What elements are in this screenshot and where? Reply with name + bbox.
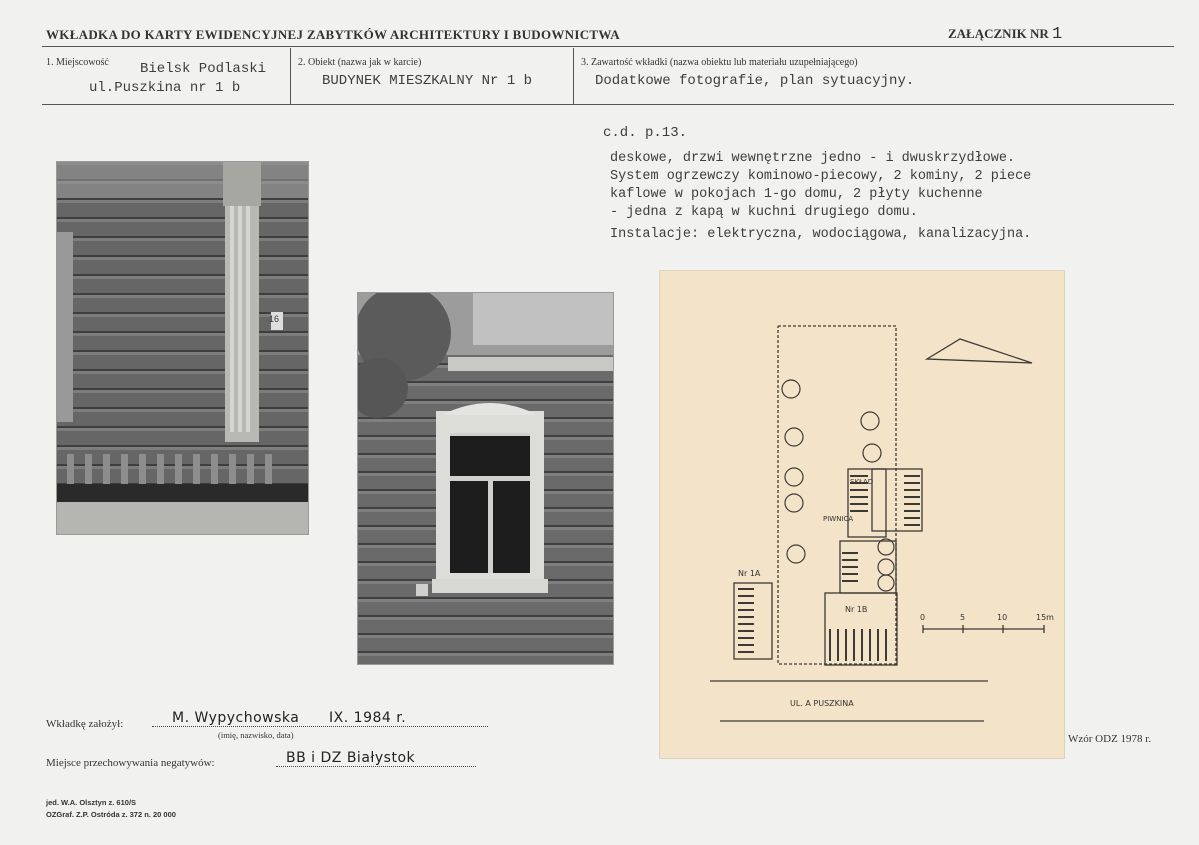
house-number-plate: 16 xyxy=(269,314,280,324)
description-line: - jedna z kapą w kuchni drugiego domu. xyxy=(610,205,918,220)
description-line: System ogrzewczy kominowo-piecowy, 2 kominy, 2 piece xyxy=(610,169,1032,184)
print-info-line2: OZGraf. Z.P. Ostróda z. 372 n. 20 000 xyxy=(46,810,176,819)
description-text xyxy=(610,150,1031,244)
photo-window-image xyxy=(358,293,613,664)
content-label: 3. Zawartość wkładki (nazwa obiektu lub materiału uzupełniającego) xyxy=(581,57,858,68)
attachment-label: ZAŁĄCZNIK NR xyxy=(948,26,1049,41)
field-divider xyxy=(290,48,291,104)
plan-label-piwnica: PIWNICA xyxy=(823,515,854,523)
photo-window xyxy=(357,292,614,665)
plan-label-nr1a: Nr 1A xyxy=(738,569,761,578)
photo-house-corner xyxy=(56,161,309,535)
description-line: deskowe, drzwi wewnętrzne jedno - i dwuskrzydłowe. xyxy=(610,151,1016,166)
scale-tick-15m: 15m xyxy=(1036,613,1054,622)
scale-tick-0: 0 xyxy=(920,613,926,622)
negatives-label: Miejsce przechowywania negatywów: xyxy=(46,757,215,769)
locality-line2: ul.Puszkina nr 1 b xyxy=(89,80,241,96)
photo-house-corner-image xyxy=(57,162,308,534)
plan-label-sklad: SKŁAD xyxy=(850,478,874,486)
locality-label: 1. Miejscowość xyxy=(46,57,109,68)
object-value: BUDYNEK MIESZKALNY Nr 1 b xyxy=(322,73,533,89)
attachment-number xyxy=(948,25,1062,44)
plan-label-nr1b: Nr 1B xyxy=(845,605,868,614)
continuation-note: c.d. p.13. xyxy=(603,125,688,141)
card-title: WKŁADKA DO KARTY EWIDENCYJNEJ ZABYTKÓW ARCHITEKTURY I BUDOWNICTWA xyxy=(46,27,620,42)
print-info-line1: jed. W.A. Olsztyn z. 610/S xyxy=(46,798,137,807)
site-plan xyxy=(659,270,1065,759)
created-value: M. Wypychowska IX. 1984 r. xyxy=(152,710,488,727)
site-plan-drawing xyxy=(660,271,1064,758)
negatives-value: BB i DZ Białystok xyxy=(276,750,476,767)
description-line: Instalacje: elektryczna, wodociągowa, kanalizacyjna. xyxy=(610,227,1032,242)
created-hint: (imię, nazwisko, data) xyxy=(218,730,294,740)
scale-tick-10: 10 xyxy=(997,613,1008,622)
locality-line1: Bielsk Podlaski xyxy=(140,61,267,77)
content-value: Dodatkowe fotografie, plan sytuacyjny. xyxy=(595,73,915,89)
model-reference: Wzór ODZ 1978 r. xyxy=(1068,733,1152,745)
created-label: Wkładkę założył: xyxy=(46,718,124,730)
field-divider xyxy=(573,48,574,104)
description-line: kaflowe w pokojach 1-go domu, 2 płyty kuchenne xyxy=(610,187,983,202)
attachment-number-value: 1 xyxy=(1052,25,1063,44)
object-label: 2. Obiekt (nazwa jak w karcie) xyxy=(298,57,422,68)
fields-rule xyxy=(42,104,1174,105)
scale-tick-5: 5 xyxy=(960,613,966,622)
header-rule xyxy=(42,46,1174,47)
plan-label-street: UL. A PUSZKINA xyxy=(790,699,854,708)
